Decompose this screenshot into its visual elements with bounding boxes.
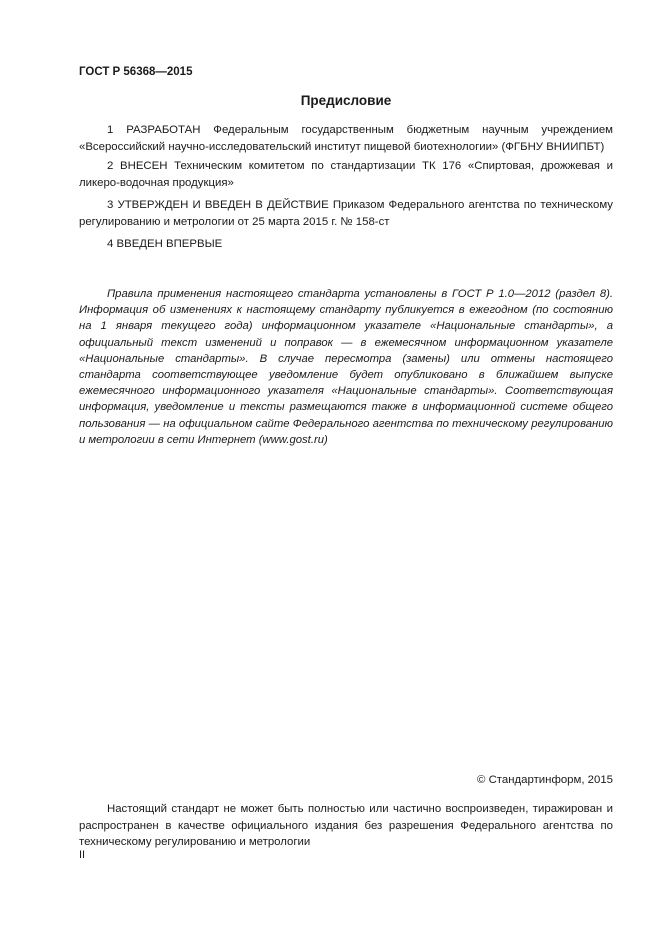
copyright-line: © Стандартинформ, 2015 (477, 774, 613, 786)
document-code: ГОСТ Р 56368—2015 (79, 66, 193, 78)
preface-item-developed: 1 РАЗРАБОТАН Федеральным государственным бюджетным научным учреждением «Всероссийский научно-исследовательский институт пищевой биотехнологии» (ФГБНУ ВНИИПБТ) (79, 124, 613, 153)
application-rules-notice: Правила применения настоящего стандарта установлены в ГОСТ Р 1.0—2012 (раздел 8). Информация об изменениях к настоящему стандарту публикуется в ежегодном (по состоянию на 1 января текущего года) информационном указателе «Национальные стандарты», а официальный текст изменений и поправок — в ежемесячном информационном указателе «Национальные стандарты». В случае пересмотра (замены) или отмены настоящего стандарта соответствующее уведомление будет опубликовано в ближайшем выпуске ежемесячного информационного указателя «Национальные стандарты». Соответствующая информация, уведомление и тексты размещаются также в информационной системе общего пользования — на официальном сайте Федерального агентства по техническому регулированию и метрологии в сети Интернет (www.gost.ru) (79, 288, 613, 446)
preface-item-first-introduced: 4 ВВЕДЕН ВПЕРВЫЕ (107, 238, 223, 250)
page-number: II (79, 849, 86, 861)
reproduction-disclaimer: Настоящий стандарт не может быть полностью или частично воспроизведен, тиражирован и распространен в качестве официального издания без разрешения Федерального агентства по техническому регулированию и метрологии (79, 803, 613, 848)
preface-item-introduced: 2 ВНЕСЕН Техническим комитетом по стандартизации ТК 176 «Спиртовая, дрожжевая и ликеро-водочная продукция» (79, 160, 613, 189)
section-title: Предисловие (300, 93, 392, 108)
preface-item-approved: 3 УТВЕРЖДЕН И ВВЕДЕН В ДЕЙСТВИЕ Приказом Федерального агентства по техническому регулированию и метрологии от 25 марта 2015 г. № 158-ст (79, 199, 613, 228)
